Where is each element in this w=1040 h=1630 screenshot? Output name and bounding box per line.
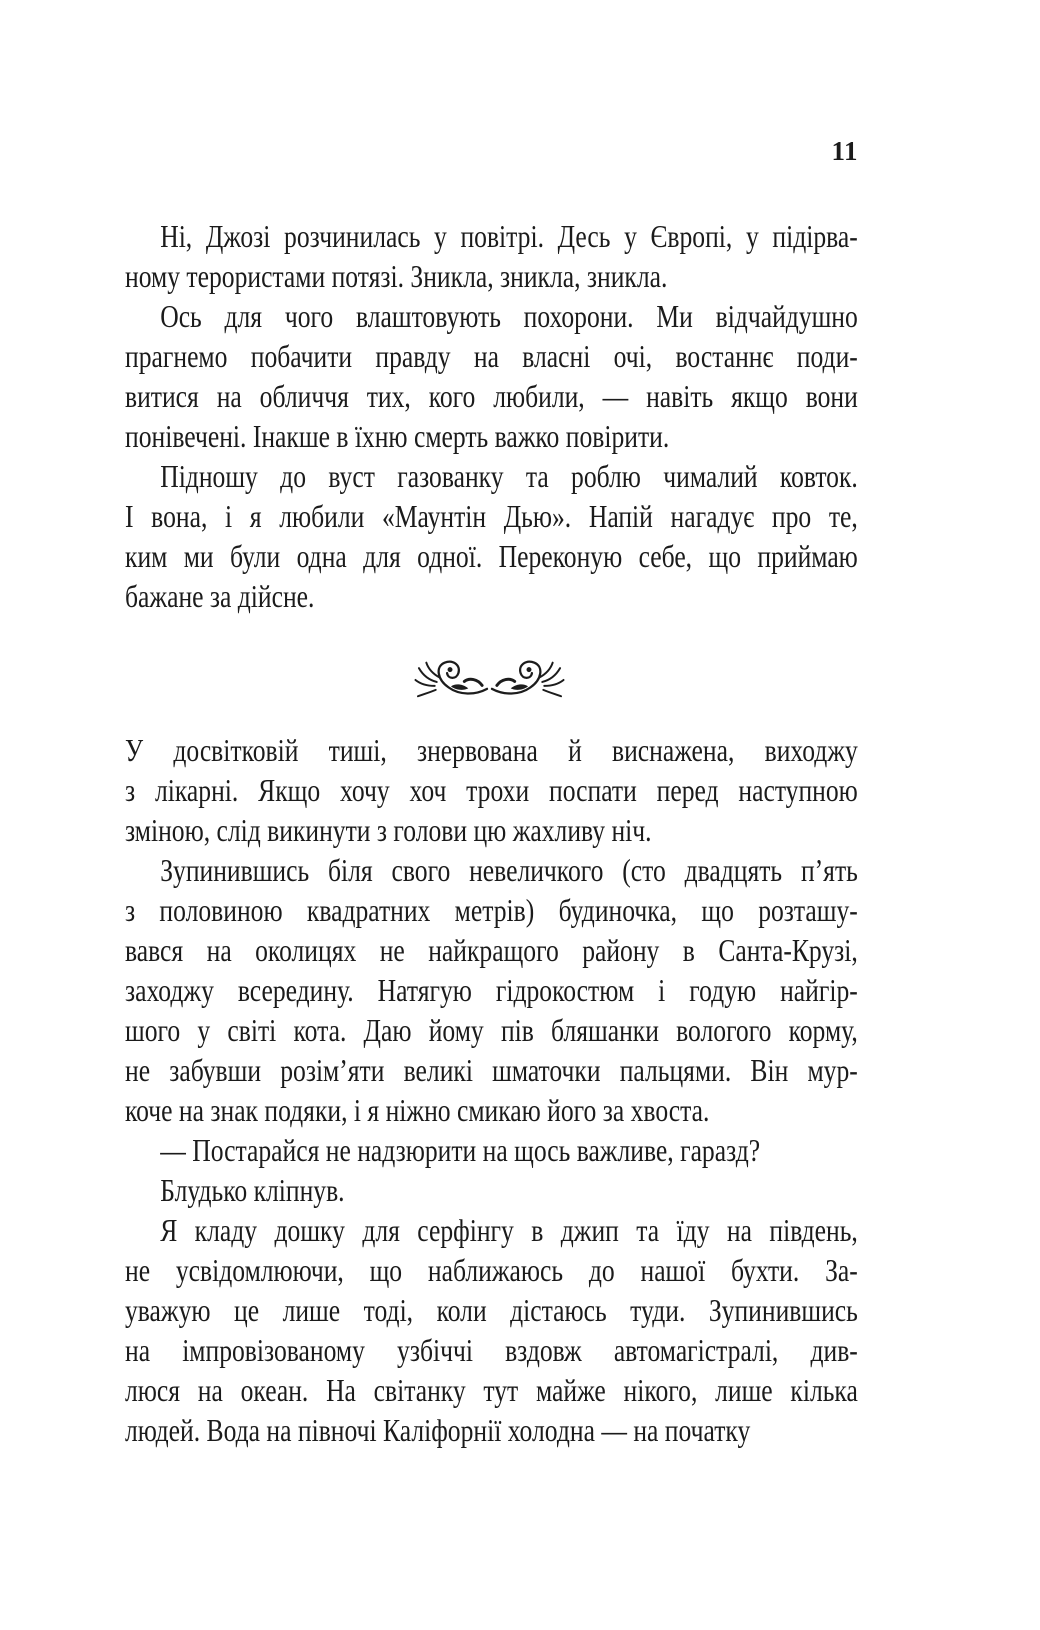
text-line: коче на знак подяки, і я ніжно смикаю його за хвоста. <box>125 1092 710 1128</box>
text-line: людей. Вода на півночі Каліфорнії холодна — на початку <box>125 1412 751 1448</box>
text-line: понівечені. Інакше в їхню смерть важко повірити. <box>125 418 670 454</box>
text-line: У досвітковій тиші, знервована й виснажена, виходжу <box>125 732 858 768</box>
text-line: з половиною квадратних метрів) будиночка, що розташу- <box>125 892 858 928</box>
text-line: вався на околицях не найкращого району в Санта-Крузі, <box>125 932 858 968</box>
text-line: витися на обличчя тих, кого любили, — навіть якщо вони <box>125 378 858 414</box>
text-line: бажане за дійсне. <box>125 578 315 614</box>
text-line: заходжу всередину. Натягую гідрокостюм і годую найгір- <box>125 972 858 1008</box>
text-line: уважую це лише тоді, коли дістаюсь туди. Зупинившись <box>125 1292 858 1328</box>
text-line: Блудько кліпнув. <box>160 1172 345 1208</box>
text-line: не забувши розім’яти великі шматочки пальцями. Він мур- <box>125 1052 858 1088</box>
text-line: на імпровізованому узбіччі вздовж автомагістралі, див- <box>125 1332 858 1368</box>
text-line: Ні, Джозі розчинилась у повітрі. Десь у Європі, у підірва- <box>160 218 858 254</box>
text-line: не усвідомлюючи, що наближаюсь до нашої бухти. За- <box>125 1252 858 1288</box>
text-line: зміною, слід викинути з голови цю жахливу ніч. <box>125 812 652 848</box>
text-section-before-break <box>125 216 858 616</box>
text-line: Ось для чого влаштовують похорони. Ми відчайдушно <box>160 298 858 334</box>
text-line: ному терористами потязі. Зникла, зникла, зникла. <box>125 258 668 294</box>
text-line: Я кладу дошку для серфінгу в джип та їду на південь, <box>160 1212 858 1248</box>
text-line: Зупинившись біля свого невеличкого (сто двадцять п’ять <box>160 852 858 888</box>
text-line: І вона, і я любили «Маунтін Дью». Напій нагадує про те, <box>125 498 858 534</box>
text-line: люся на океан. На світанку тут майже нікого, лише кілька <box>125 1372 858 1408</box>
text-line: ким ми були одна для одної. Переконую себе, що приймаю <box>125 538 858 574</box>
text-line: з лікарні. Якщо хочу хоч трохи поспати перед наступною <box>125 772 858 808</box>
text-line: Підношу до вуст газованку та роблю чималий ковток. <box>160 458 858 494</box>
text-line: прагнемо побачити правду на власні очі, востаннє поди- <box>125 338 858 374</box>
page-number: 11 <box>831 136 858 166</box>
text-line: — Постарайся не надзюрити на щось важливе, гаразд? <box>160 1132 761 1168</box>
scene-break-ornament <box>413 656 566 700</box>
text-section-after-break <box>125 730 858 1450</box>
text-line: шого у світі кота. Даю йому пів бляшанки вологого корму, <box>125 1012 858 1048</box>
floral-scroll-divider-icon <box>413 656 566 700</box>
